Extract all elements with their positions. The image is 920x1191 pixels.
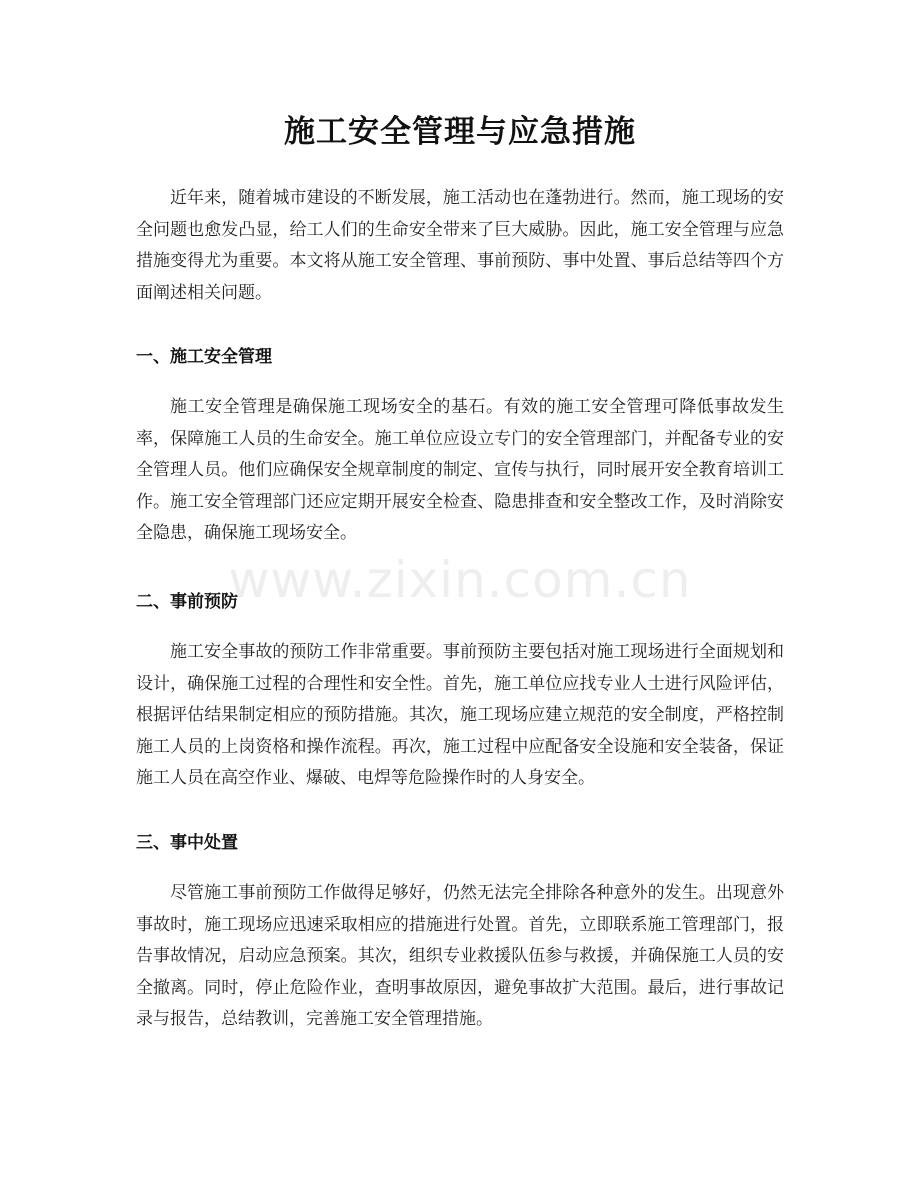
section-body-2: 施工安全事故的预防工作非常重要。事前预防主要包括对施工现场进行全面规划和设计，确保施工过程的合理性和安全性。首先，施工单位应找专业人士进行风险评估， 根据评估结果制定相应的预防措施。其次，施工现场应建立规范的安全制度，严格控制施工人员的上岗资格和操作流程。再次，施工过程中应配备安全设施和安全装备，保证施工人员在高空作业、爆破、电焊等危险操作时的人身安全。 xyxy=(136,642,784,788)
section-body-3: 尽管施工事前预防工作做得足够好，仍然无法完全排除各种意外的发生。出现意外事故时，施工现场应迅速采取相应的措施进行处置。首先，立即联系施工管理部门，报告事故情况，启动应急预案。其次，组织专业救援队伍参与救援，并确保施工人员的安全撤离。同时，停止危险作业，查明事故原因，避免事故扩大范围。最后，进行事故记录与报告，总结教训，完善施工安全管理措施。 xyxy=(136,883,784,1029)
watermark: www.zixin.com.cn xyxy=(228,551,692,609)
intro-paragraph: 近年来，随着城市建设的不断发展，施工活动也在蓬勃进行。然而，施工现场的安全问题也愈发凸显，给工人们的生命安全带来了巨大威胁。因此，施工安全管理与应急措施变得尤为重要。本文将从施工安全管理、事前预防、事中处置、事后总结等四个方面阐述相关问题。 xyxy=(136,188,784,303)
section-heading-3: 三、事中处置 xyxy=(136,833,238,853)
section-body-1: 施工安全管理是确保施工现场安全的基石。有效的施工安全管理可降低事故发生率，保障施工人员的生命安全。施工单位应设立专门的安全管理部门，并配备专业的安全管理人员。他们应确保安全规章制度的制定、宣传与执行，同时展开安全教育培训工作。施工安全管理部门还应定期开展安全检查、隐患排查和安全整改工作，及时消除安全隐患，确保施工现场安全。 xyxy=(136,397,784,543)
section-heading-1: 一、施工安全管理 xyxy=(136,347,272,367)
page-title: 施工安全管理与应急措施 xyxy=(284,114,636,150)
section-heading-2: 二、事前预防 xyxy=(136,592,238,612)
